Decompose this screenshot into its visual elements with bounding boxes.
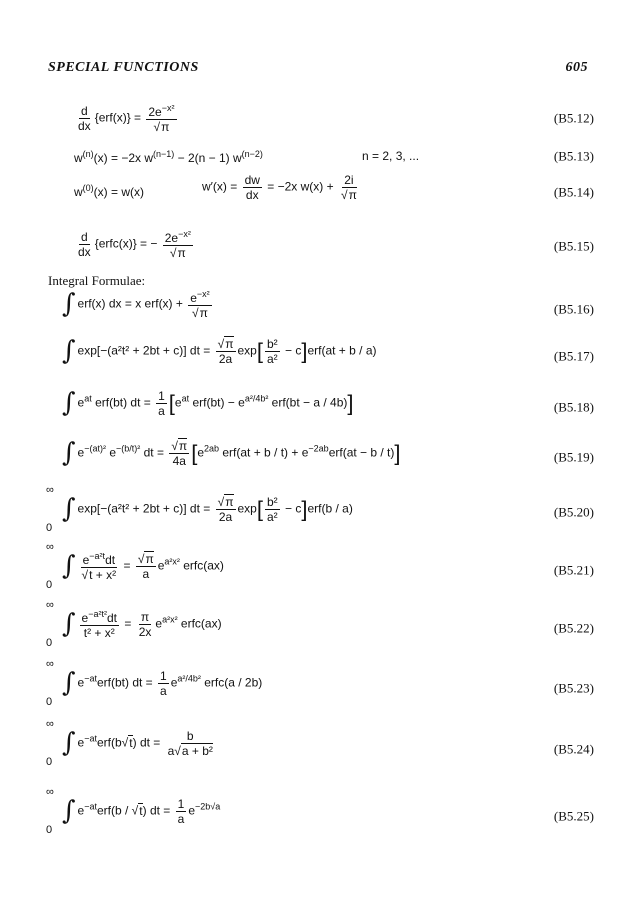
- lower-limit: 0: [46, 636, 53, 649]
- page-number: 605: [565, 60, 588, 75]
- upper-limit: ∞: [46, 484, 54, 497]
- running-header-title: SPECIAL FUNCTIONS: [48, 60, 199, 75]
- lower-limit: 0: [46, 521, 53, 534]
- equation-b5-16: ∫ erf(x) dx = x erf(x) + $\frac{e^{-x^2}}{√\pi}$ (B5.16): [62, 289, 594, 320]
- integral-sign: ∫: [62, 668, 76, 699]
- equation-number: (B5.20): [553, 504, 594, 520]
- equation-number: (B5.18): [553, 399, 594, 415]
- equation-b5-22: ∞ ∫ 0 $\frac{e^{-a^2t^2}dt}{\text{t² + x²}}$ = $\frac{\pi}{2x}$ $e^{a^2x^2}$ erfc(ax) (B5.22): [46, 599, 594, 649]
- equation-number: (B5.13): [553, 148, 594, 164]
- upper-limit: ∞: [46, 541, 54, 554]
- equation-b5-17: ∫ exp[−(a²t² + 2bt + c)] dt = $\frac{√\pi}{2a}$ exp[ $\frac{\text{b²}}{\text{a²}}$ − c]erf(at + b / a) (B5.17): [62, 336, 594, 367]
- integral-sign: ∫: [62, 336, 76, 367]
- equation-number: (B5.16): [553, 301, 594, 317]
- integral-sign: ∫: [62, 438, 76, 469]
- integral-sign: ∫: [62, 388, 76, 419]
- integral-sign: ∫: [62, 796, 76, 827]
- integral-sign: ∫: [62, 728, 76, 759]
- equation-number: (B5.24): [553, 741, 594, 757]
- equation-b5-25: ∞ ∫ 0 $e^{-at}erf(b / √t)$ dt = $\frac{1}{a}$ $e^{-2b√a}$ (B5.25): [46, 786, 594, 836]
- integral-sign: ∫: [62, 289, 76, 320]
- equation-b5-23: ∞ ∫ 0 $e^{-at}erf(bt)$ dt = $\frac{1}{a}$ $e^{a^2/4b^2}$ erfc(a / 2b) (B5.23): [46, 658, 594, 708]
- equation-b5-24: ∞ ∫ 0 $e^{-at}erf(b√t)$ dt = $\frac{b}{\text{a√a + b²}}$ (B5.24): [46, 718, 594, 768]
- equation-number: (B5.17): [553, 348, 594, 364]
- upper-limit: ∞: [46, 786, 54, 799]
- lower-limit: 0: [46, 695, 53, 708]
- equation-b5-19: ∫ $e^{-(at)^2}$ $e^{-(b/t)^2}$ dt = $\frac{√\pi}{4a}$ [$e^{2ab}$ $erf(at + b / t) + e^{-2ab}erf(at - b / t)$] (B5.19): [62, 438, 594, 469]
- equation-number: (B5.12): [553, 110, 594, 126]
- equation-number: (B5.21): [553, 562, 594, 578]
- equation-number: (B5.15): [553, 238, 594, 254]
- equation-number: (B5.25): [553, 808, 594, 824]
- equation-number: (B5.14): [553, 184, 594, 200]
- index-range: n = 2, 3, ...: [362, 149, 420, 163]
- equation-number: (B5.23): [553, 680, 594, 696]
- integral-sign: ∫: [62, 609, 76, 640]
- lower-limit: 0: [46, 823, 53, 836]
- equation-b5-21: ∞ ∫ 0 $\frac{e^{-a^2t}dt}{\text{√t + x²}}$ = $\frac{√\pi}{a}$ $e^{a^2x^2}$ erfc(ax) (B5.21): [46, 541, 594, 591]
- upper-limit: ∞: [46, 599, 54, 612]
- equation-b5-13: $w^{(n)}(x) = -2x$ $w^{(n-1)} - 2(n - 1)$ $w^{(n-2)}$ n = 2, 3, ... (B5.13): [74, 148, 594, 165]
- equation-b5-14: $w^{(0)}(x) = w(x)$ w′(x) = $\frac{dw}{dx}$ = −2x w(x) + $\frac{2i}{√\pi}$ (B5.14): [74, 173, 594, 202]
- upper-limit: ∞: [46, 718, 54, 731]
- equation-b5-15: $\frac{d}{dx}$ {erfc(x)} = − $\frac{2e^{-x^2}}{√\pi}$ (B5.15): [78, 229, 594, 260]
- equation-number: (B5.19): [553, 449, 594, 465]
- lower-limit: 0: [46, 755, 53, 768]
- equation-b5-18: ∫ $e^{at}$ erf(bt) dt = $\frac{1}{a}$ [$e^{at}$ $erf(bt) - e^{a^2/4b^2}$ erf(bt − a / 4b)] (B5.18): [62, 388, 594, 419]
- section-heading: Integral Formulae:: [48, 273, 146, 288]
- equation-b5-20: ∞ ∫ 0 exp[−(a²t² + 2bt + c)] dt = $\frac{√\pi}{2a}$ exp[ $\frac{\text{b²}}{\text{a²}}$ − c]erf(b / a) (B5.20): [46, 484, 594, 534]
- integral-sign: ∫: [62, 551, 76, 582]
- upper-limit: ∞: [46, 658, 54, 671]
- equation-b5-12: $\frac{d}{dx}$ {erf(x)} = $\frac{2e^{-x^2}}{√\pi}$ (B5.12): [78, 103, 594, 134]
- lower-limit: 0: [46, 578, 53, 591]
- integral-sign: ∫: [62, 494, 76, 525]
- equation-number: (B5.22): [553, 620, 594, 636]
